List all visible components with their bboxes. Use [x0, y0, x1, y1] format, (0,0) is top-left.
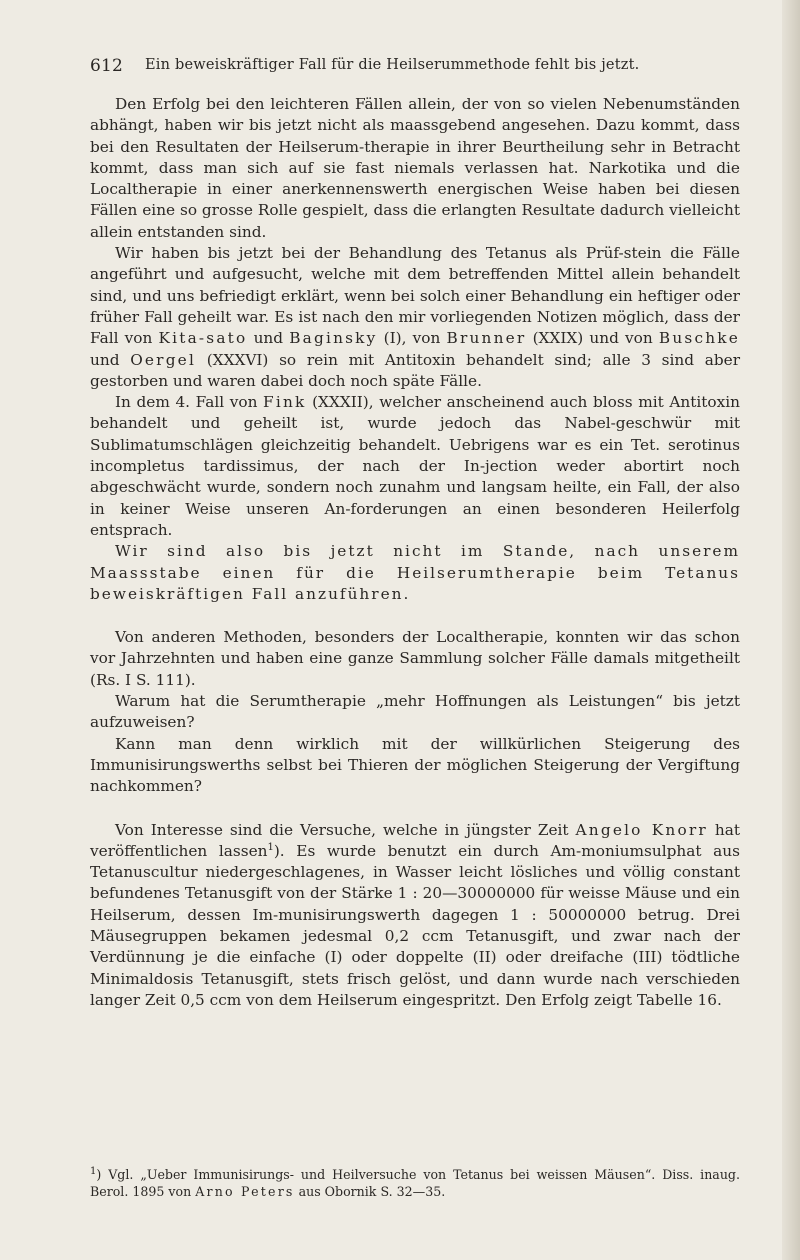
- body-text: [90, 94, 740, 1011]
- author-name: Kita-sato: [158, 329, 248, 348]
- author-name: Brunner: [446, 329, 527, 348]
- section-gap: [90, 798, 740, 820]
- footnote-author: Arno Peters: [195, 1184, 295, 1199]
- page-number: 612: [90, 56, 124, 76]
- footnote-text: ) Vgl. „Ueber Immunisirungs- und Heilversuche von Tetanus bei weissen Mäusen“. Diss. inaug. Berol. 1895 von: [90, 1167, 740, 1199]
- text-run: Von Interesse sind die Versuche, welche in jüngster Zeit: [115, 820, 576, 839]
- text-run: (I), von: [377, 329, 447, 348]
- author-name: Baginsky: [289, 329, 378, 348]
- running-title: Ein beweiskräftiger Fall für die Heilserummethode fehlt bis jetzt.: [145, 57, 640, 73]
- text-run: In dem 4. Fall von: [115, 393, 264, 412]
- author-name: Buschke: [658, 329, 740, 348]
- footnote-marker: 1: [90, 1165, 97, 1177]
- paragraph-5: Von anderen Methoden, besonders der Localtherapie, konnten wir das schon vor Jahrzehnten und haben eine ganze Sammlung solcher Fälle damals mitgetheilt (Rs. I S. 111).: [90, 628, 740, 689]
- author-name: Fink: [263, 393, 307, 412]
- text-run: hat veröffentlichen lassen: [90, 820, 741, 860]
- footnote-text: aus Obornik S. 32—35.: [294, 1184, 446, 1199]
- text-run: und: [247, 329, 290, 348]
- section-gap: [90, 605, 740, 627]
- scan-edge-shadow: [782, 0, 800, 1260]
- footnote: [90, 1166, 740, 1200]
- paragraph-6: Warum hat die Serumtherapie „mehr Hoffnungen als Leistungen“ bis jetzt aufzuweisen?: [90, 692, 740, 732]
- paragraph-4-emphasis: Wir sind also bis jetzt nicht im Stande, nach unserem Maassstabe einen für die Heilserumtherapie beim Tetanus beweiskräftigen Fall anzuführen.: [90, 542, 740, 603]
- text-run: (XXXII), welcher anscheinend auch bloss mit Antitoxin behandelt und geheilt ist, wurde jedoch das Nabel-geschwür mit Sublimatumschlägen gleichzeitig behandelt. Uebrigens war es ein Tet. serotinus incompletus tardissimus, der nach der In-jection weder abortirt noch abgeschwächt wurde, sondern noch zunahm und langsam heilte, ein Fall, der also in keiner Weise unseren An-forderungen an einen besonderen Heilerfolg entsprach.: [90, 393, 741, 539]
- author-name: Oergel: [130, 350, 197, 369]
- footnote-reference: 1: [267, 841, 274, 853]
- page-header: [90, 56, 730, 80]
- text-run: (XXIX) und von: [526, 329, 659, 348]
- author-name: Angelo Knorr: [575, 820, 708, 839]
- paragraph-3: [90, 392, 740, 541]
- paragraph-7: Kann man denn wirklich mit der willkürlichen Steigerung des Immunisirungswerths selbst bei Thieren der möglichen Steigerung der Vergiftung nachkommen?: [90, 734, 740, 796]
- text-run: (XXXVI) so rein mit Antitoxin behandelt sind; alle 3 sind aber gestorben und waren dabei doch noch späte Fälle.: [90, 350, 741, 390]
- text-run: Wir haben bis jetzt bei der Behandlung des Tetanus als Prüf-stein die Fälle angeführt und aufgesucht, welche mit dem betreffenden Mittel allein behandelt sind, und uns befriedigt erklärt, wenn bei solch einer Behandlung ein heftiger oder früher Fall geheilt war. Es ist nach den mir vorliegenden Notizen möglich, dass der Fall von: [90, 244, 740, 348]
- text-run: ). Es wurde benutzt ein durch Am-moniumsulphat aus Tetanuscultur niedergeschlagenes, in Wasser leicht lösliches und völlig constant befundenes Tetanusgift von der Stärke 1 : 20—30000000 für weisse Mäuse und ein Heilserum, dessen Im-munisirungswerth dagegen 1 : 50000000 betrug. Drei Mäusegruppen bekamen jedesmal 0,2 ccm Tetanusgift, und zwar nach der Verdünnung je die einfache (I) oder doppelte (II) oder dreifache (III) tödtliche Minimaldosis Tetanusgift, stets frisch gelöst, und dann wurde nach verschieden langer Zeit 0,5 ccm von dem Heilserum eingespritzt. Den Erfolg zeigt Tabelle 16.: [90, 841, 740, 1009]
- paragraph-2: [90, 243, 740, 392]
- text-run: und: [90, 350, 131, 369]
- paragraph-1: Den Erfolg bei den leichteren Fällen allein, der von so vielen Nebenumständen abhängt, haben wir bis jetzt nicht als maassgebend angesehen. Dazu kommt, dass bei den Resultaten der Heilserum-therapie in ihrer Beurtheilung sehr in Betracht kommt, dass man sich auf sie fast niemals verlassen hat. Narkotika und die Localtherapie in einer anerkennenswerth energischen Weise haben bei diesen Fällen eine so grosse Rolle gespielt, dass die erlangten Resultate dadurch vielleicht allein entstanden sind.: [90, 95, 740, 241]
- paragraph-8: [90, 820, 740, 1012]
